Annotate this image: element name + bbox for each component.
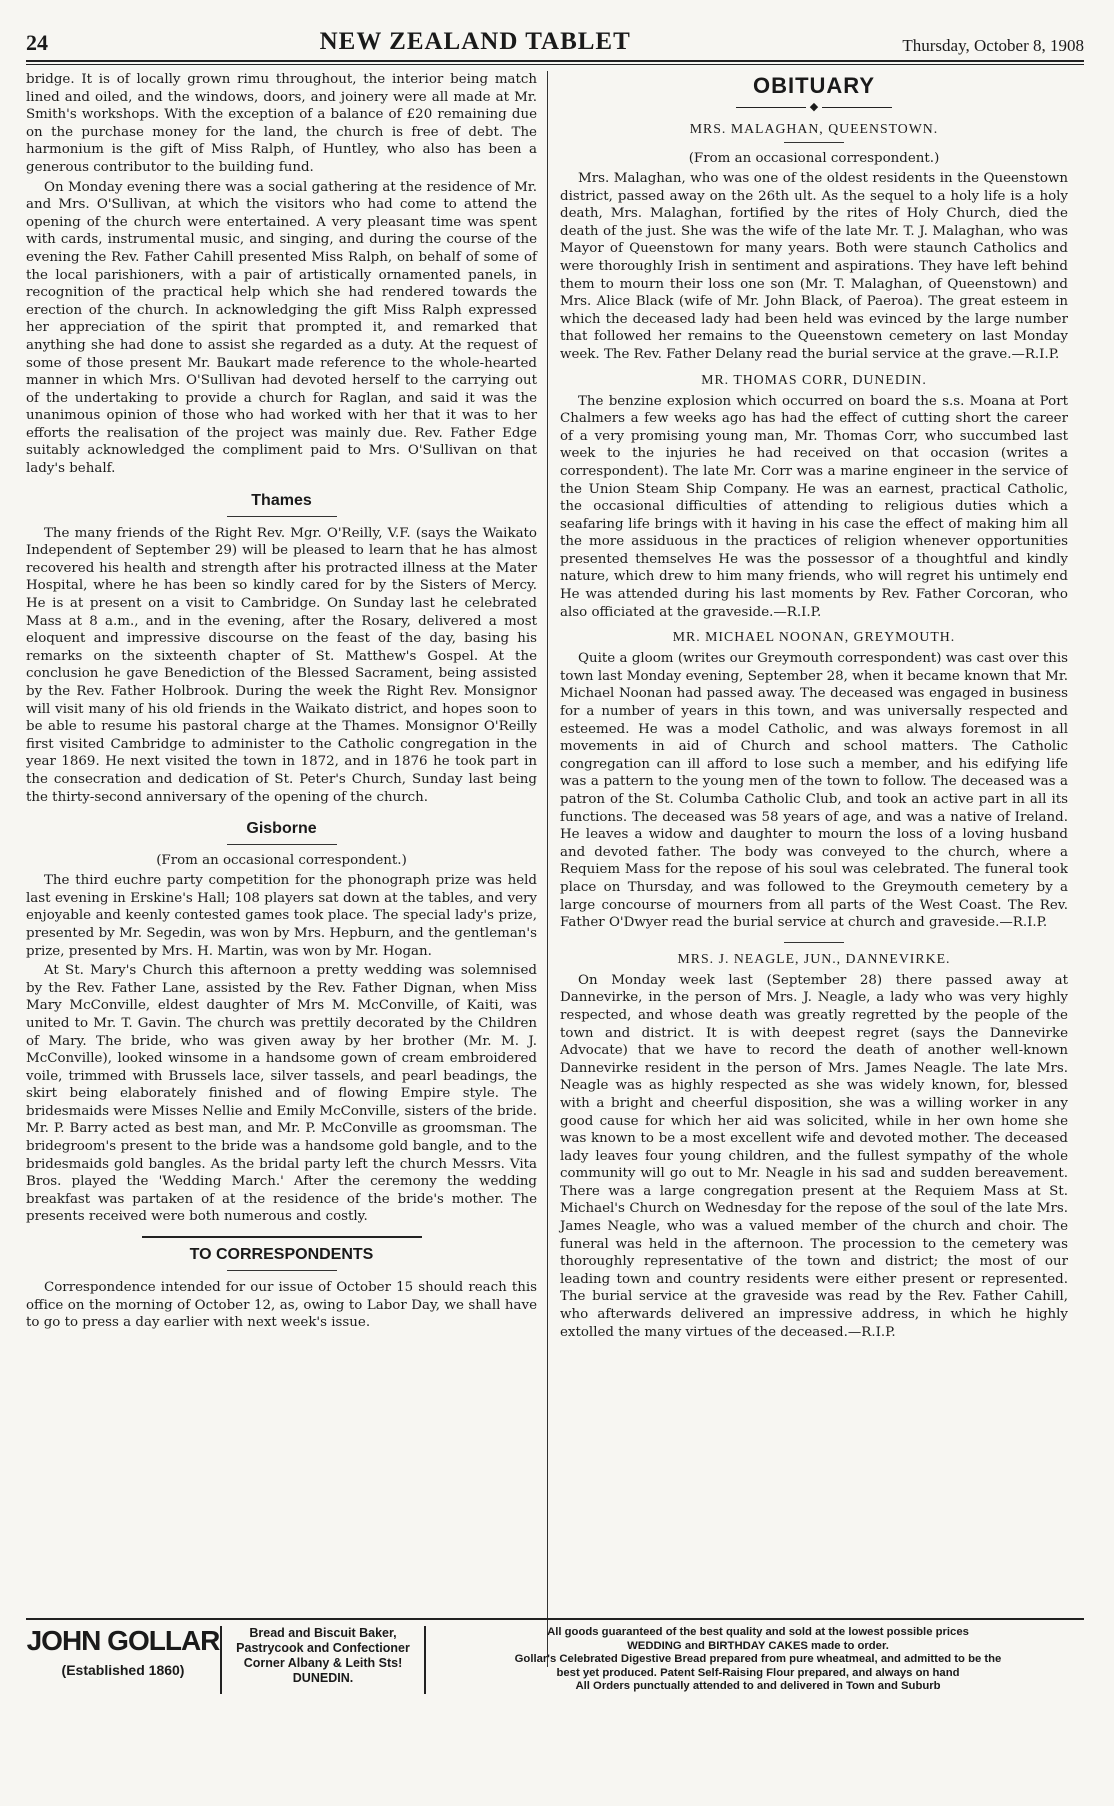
masthead-rule [26,60,1084,65]
correspondents-heading: TO CORRESPONDENTS [189,1246,374,1264]
correspondents-rule [142,1236,422,1238]
malaghan-attribution: (From an occasional correspondent.) [688,151,940,166]
publication-title: NEW ZEALAND TABLET [319,28,631,55]
advert-trade-line: Corner Albany & Leith Sts! [243,1656,403,1670]
advert-info-line: Gollar's Celebrated Digestive Bread prepared from pure wheatmeal, and admitted to be the [514,1653,1002,1665]
right-column [547,71,1068,1667]
obituary-ornament: ◆ [560,101,1068,113]
gisborne-rule [227,844,337,845]
gisborne-heading: Gisborne [246,820,317,838]
corr-paragraph: The benzine explosion which occurred on board the s.s. Moana at Port Chalmers a few weeks ago has had the effect of cutting short the career of a very promising young man, Mr. Thomas Corr, who succumbed last week to the injuries he had received on that occasion (writes a correspondent). The late Mr. Corr was a marine engineer in the service of the Union Steam Ship Company. He was an earnest, practical Catholic, the occasional difficulties of attending to religious duties which a seafaring life brings with it having in his case the effect of making him all the more assiduous in the practices of religion whenever opportunities presented themselves He was the possessor of a thoughtful and kindly nature, which drew to him many friends, who will regret his untimely end He was attended during his last moments by Rev. Father Corcoran, who also officiated at the graveside.—R.I.P. [560,393,1068,620]
issue-date: Thursday, October 8, 1908 [902,36,1084,55]
advert-trade-line: Pastrycook and Confectioner [236,1641,410,1655]
corr-heading: MR. THOMAS CORR, DUNEDIN. [701,371,927,387]
advert-name: JOHN GOLLAR [26,1625,220,1656]
thames-rule [227,516,337,517]
noonan-heading: MR. MICHAEL NOONAN, GREYMOUTH. [672,629,956,645]
advert-established: (Established 1860) [61,1662,185,1678]
neagle-heading: MRS. J. NEAGLE, JUN., DANNEVIRKE. [677,950,951,966]
thames-heading: Thames [251,491,312,509]
columns [26,71,1084,1667]
masthead [26,22,1084,56]
malaghan-rule [784,142,844,143]
raglan-paragraph-1: bridge. It is of locally grown rimu throughout, the interior being match lined and oiled, and the windows, doors, and joinery were all made at Mr. Smith's workshops. With the exception of a balance of £20 remaining due on the purchase money for the land, the church is free of debt. The harmonium is the gift of Miss Ralph, of Huntley, who also has been a generous contributor to the building fund. [26,72,537,175]
obituary-heading: OBITUARY [752,73,876,98]
advert-info-line: WEDDING and BIRTHDAY CAKES made to order. [627,1639,889,1652]
malaghan-heading: MRS. MALAGHAN, QUEENSTOWN. [689,121,939,136]
advert-info-line: All Orders punctually attended to and delivered in Town and Suburb [575,1680,941,1692]
correspondents-short-rule [227,1270,337,1271]
advert-info-line: All goods guaranteed of the best quality and sold at the lowest possible prices [547,1626,969,1638]
advert-trade-line: Bread and Biscuit Baker, [249,1626,397,1640]
advert-info-line: best yet produced. Patent Self-Raising Flour prepared, and always on hand [556,1666,960,1679]
advert-info [426,1626,1084,1694]
neagle-paragraph: On Monday week last (September 28) there passed away at Dannevirke, in the person of Mrs. J. Neagle, a lady who was very highly respected, and whose death was greatly regretted by the people of the town and district. It is with deepest regret (says the Dannevirke Advocate) that we have to record the death of another well-known Dannevirke resident in the person of Mrs. James Neagle. The late Mrs. Neagle was as highly respected as she was widely known, for, blessed with a bright and cheerful disposition, she was a willing worker in any good cause for which her aid was solicited, while in her own home she was known to be a most excellent wife and devoted mother. The deceased lady leaves four young children, and the fullest sympathy of the whole community will go out to Mr. Neagle in his sad and sudden bereavement. There was a large congregation present at the Requiem Mass at St. Michael's Church on Wednesday for the repose of the soul of the late Mrs. James Neagle, who was a valued member of the church and choir. The funeral was held in the afternoon. The procession to the cemetery was thoroughly representative of the town and district; the most of our leading town and country residents were either present or represented. The burial service at the graveside was read by the Rev. Father Cahill, who afterwards delivered an impressive address, in which he highly extolled the many virtues of the deceased.—R.I.P. [560,972,1068,1340]
left-column [26,71,547,1667]
raglan-paragraph-2: On Monday evening there was a social gathering at the residence of Mr. and Mrs. O'Sullivan, at which the visitors who had come to attend the opening of the church were entertained. A very pleasant time was spent with cards, instrumental music, and singing, and during the course of the evening the Rev. Father Cahill presented Miss Ralph, on behalf of some of the local parishioners, with a pair of artistically ornamented panels, in recognition of the practical help which she had rendered towards the erection of the church. In acknowledging the gift Miss Ralph expressed her appreciation of the spirit that prompted it, and remarked that anything she had done to assist she regarded as a duty. At the request of some of those present Mr. Baukart made reference to the whole-hearted manner in which Mrs. O'Sullivan had devoted herself to the carrying out of the undertaking to provide a church for Raglan, and said it was the unanimous opinion of those who had worked with her that it was to her efforts the realisation of the project was mainly due. Rev. Father Edge suitably acknowledged the compliment paid to Mrs. O'Sullivan on that lady's behalf. [26,179,537,477]
malaghan-paragraph: Mrs. Malaghan, who was one of the oldest residents in the Queenstown district, passed away on the 26th ult. As the sequel to a holy life is a holy death, Mrs. Malaghan, fortified by the rites of Holy Church, died the death of the just. She was the wife of the late Mr. T. J. Malaghan, who was Mayor of Queenstown for many years. Both were staunch Catholics and were thoroughly Irish in sentiment and aspirations. They have left behind them to mourn their loss one son (Mr. T. Malaghan, of Queenstown) and Mrs. Alice Black (wife of Mr. John Black, of Paeroa). The great esteem in which the deceased lady had been held was evinced by the large number that followed her remains to the Queenstown cemetery on last Monday week. The Rev. Father Delany read the burial service at the grave.—R.I.P. [560,171,1068,362]
thames-paragraph: The many friends of the Right Rev. Mgr. O'Reilly, V.F. (says the Waikato Independent of September 29) will be pleased to learn that he has almost recovered his health and strength after his protracted illness at the Mater Hospital, where he has been so kindly cared for by the Sisters of Mercy. He is at present on a visit to Cambridge. On Sunday last he celebrated Mass at 8 a.m., and in the evening, after the Rosary, delivered a most eloquent and impressive discourse on the feast of the day, basing his remarks on the sixteenth chapter of St. Matthew's Gospel. At the conclusion he gave Benediction of the Blessed Sacrament, being assisted by the Rev. Father Holbrook. During the week the Right Rev. Monsignor will visit many of his old friends in the Waikato district, and hopes soon to be able to resume his pastoral charge at the Thames. Monsignor O'Reilly first visited Cambridge to administer to the Catholic congregation in the year 1869. He next visited the town in 1872, and in 1876 he took part in the consecration and dedication of St. Peter's Church, Sunday last being the thirty-second anniversary of the opening of the church. [26,525,537,805]
advertisement [26,1618,1084,1694]
gisborne-paragraph-1: The third euchre party competition for the phonograph prize was held last evening in Erskine's Hall; 108 players sat down at the tables, and very enjoyable and keenly contested games took place. The special lady's prize, presented by Mr. Segedin, was won by Mrs. Hepburn, and the gentleman's prize, presented by Mrs. H. Martin, was won by Mr. Hogan. [26,873,537,959]
neagle-rule [784,942,844,943]
page-number: 24 [26,30,48,55]
advert-trade [222,1626,426,1694]
advert-brand [26,1626,222,1694]
advert-trade-line: DUNEDIN. [292,1671,354,1685]
gisborne-attribution: (From an occasional correspondent.) [156,853,407,869]
noonan-paragraph: Quite a gloom (writes our Greymouth correspondent) was cast over this town last Monday evening, September 28, when it became known that Mr. Michael Noonan had passed away. The deceased was engaged in business for a number of years in this town, and was universally respected and esteemed. He was a model Catholic, and was always foremost in all movements in aid of Church and school matters. The Catholic congregation can ill afford to lose such a member, and his edifying life was a pattern to the young men of the town to follow. The deceased was a patron of the St. Columba Catholic Club, and took an active part in all its functions. The deceased was 58 years of age, and was a native of Ireland. He leaves a widow and daughter to mourn the loss of a loving husband and devoted father. The body was conveyed to the church, where a Requiem Mass for the repose of his soul was celebrated. The funeral took place on Thursday, and was followed to the Greymouth cemetery by a large concourse of mourners from all parts of the West Coast. The Rev. Father O'Dwyer read the burial service at church and graveside.—R.I.P. [560,651,1068,931]
gisborne-paragraph-2: At St. Mary's Church this afternoon a pretty wedding was solemnised by the Rev. Father Lane, assisted by the Rev. Father Dignan, when Miss Mary McConville, eldest daughter of Mrs M. McConville, of Kaiti, was united to Mr. T. Gavin. The church was prettily decorated by the Children of Mary. The bride, who was given away by her brother (Mr. M. J. McConville), looked winsome in a handsome gown of cream embroidered voile, trimmed with Brussels lace, silver tassels, and pearl beadings, the skirt being elaborately finished and of flowing Empire style. The bridesmaids were Misses Nellie and Emily McConville, sisters of the bride. Mr. P. Barry acted as best man, and Mr. P. McConville as groomsman. The bridegroom's present to the bride was a handsome gold bangle, and to the bridesmaids gold bangles. As the bridal party left the church Messrs. Vita Bros. played the 'Wedding March.' After the ceremony the wedding breakfast was partaken of at the residence of the bride's mother. The presents received were both numerous and costly. [26,963,537,1225]
correspondents-paragraph: Correspondence intended for our issue of October 15 should reach this office on the morning of October 12, as, owing to Labor Day, we shall have to go to press a day earlier with next week's issue. [26,1280,537,1331]
